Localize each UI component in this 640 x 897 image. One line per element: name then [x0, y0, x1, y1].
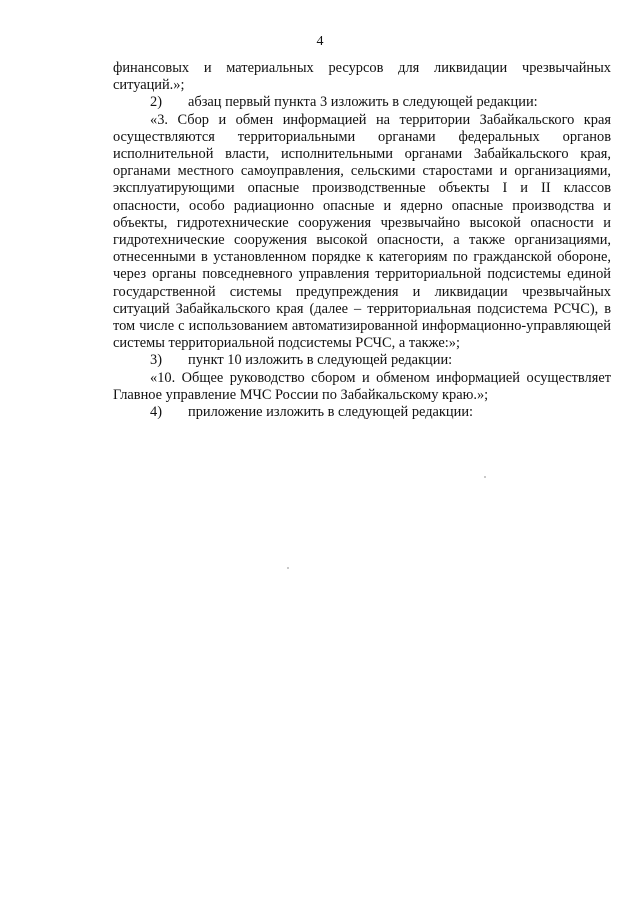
list-item-2 — [113, 94, 611, 111]
list-item-text: пункт 10 изложить в следующей редакции: — [188, 352, 453, 369]
paragraph-point-10: «10. Общее руководство сбором и обменом информацией осуществляет Главное управление МЧС России по Забайкальскому краю.»; — [113, 369, 611, 403]
list-number: 3) — [150, 352, 162, 369]
list-item-4 — [113, 404, 611, 421]
list-number: 4) — [150, 404, 162, 421]
paragraph-point-3: «3. Сбор и обмен информацией на территории Забайкальского края осуществляются территориальными органами федеральных органов исполнительной власти, исполнительными органами Забайкальского края, органами местного самоуправления, сельскими старостами и организациями, эксплуатирующими опасные производственные объекты I и II классов опасности, особо радиационно опасные и ядерно опасные производства и объекты, гидротехнические сооружения чрезвычайно высокой опасности и гидротехнические сооружения высокой опасности, а также организациями, отнесенными в установленном порядке к категориям по гражданской обороне, через органы повседневного управления территориальной подсистемы единой государственной системы предупреждения и ликвидации чрезвычайных ситуаций Забайкальского края (далее – территориальная подсистема РСЧС), в том числе с использованием автоматизированной информационно-управляющей системы территориальной подсистемы РСЧС, а также:»; — [113, 111, 611, 352]
list-number: 2) — [150, 94, 162, 111]
list-item-text: абзац первый пункта 3 изложить в следующей редакции: — [188, 94, 538, 111]
document-body — [113, 60, 611, 421]
paragraph-continuation: финансовых и материальных ресурсов для ликвидации чрезвычайных ситуаций.»; — [113, 60, 611, 94]
scan-speck — [287, 567, 289, 569]
list-item-text: приложение изложить в следующей редакции: — [188, 404, 474, 421]
page-number: 4 — [316, 34, 324, 49]
scan-speck — [484, 476, 486, 478]
list-item-3 — [113, 352, 611, 369]
